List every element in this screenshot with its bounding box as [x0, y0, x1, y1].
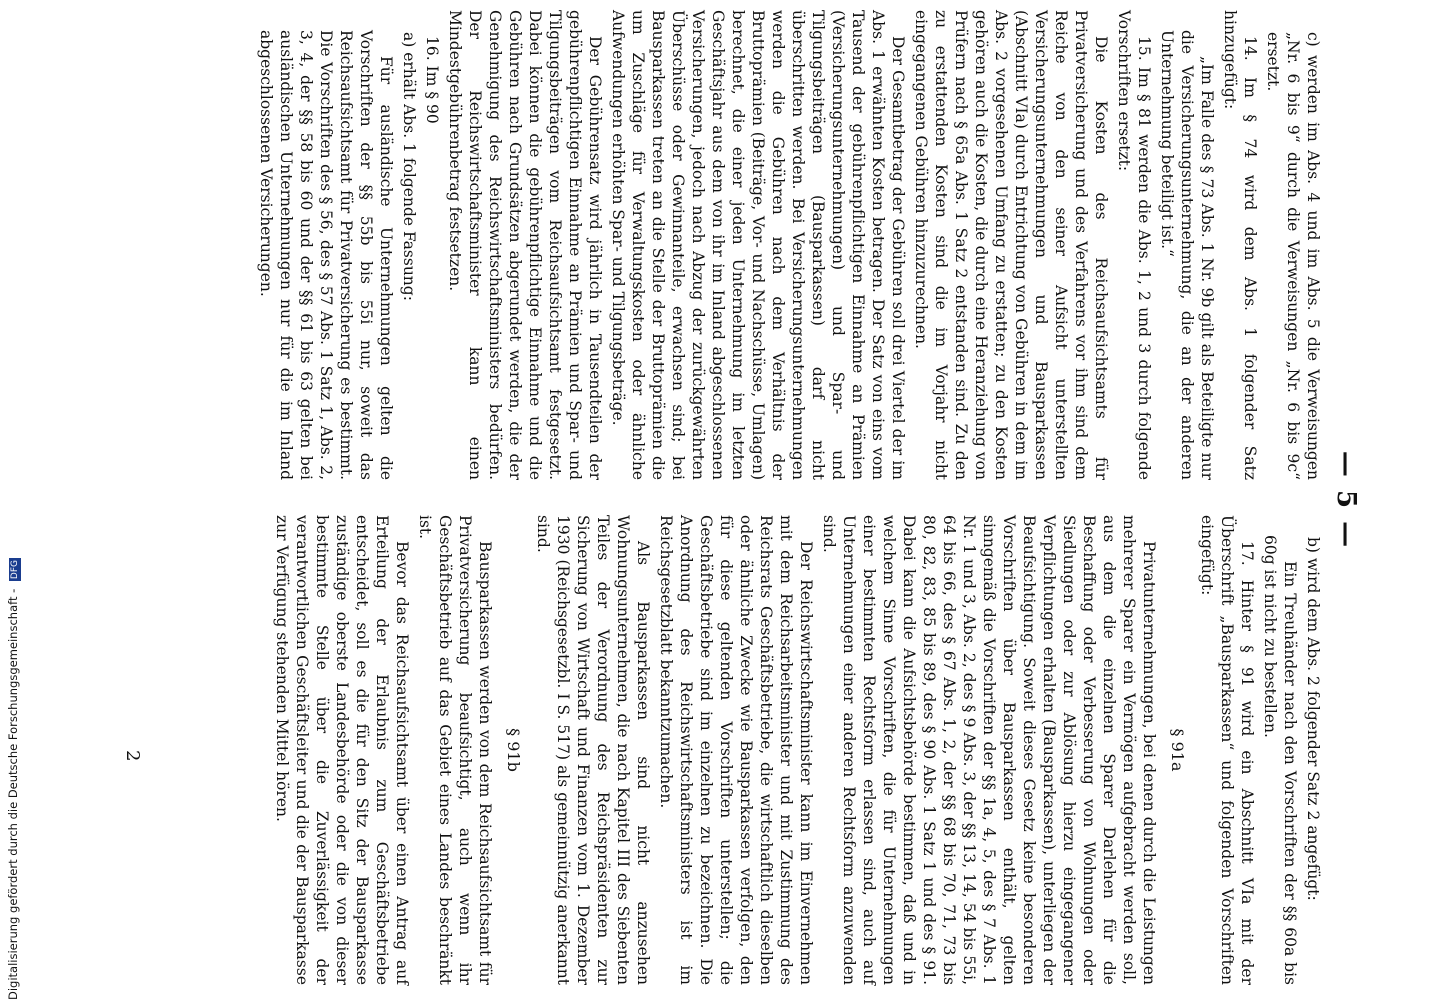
paragraph-16a: a) erhält Abs. 1 folgende Fassung: — [400, 32, 418, 301]
paragraph-15: 15. Im § 81 werden die Abs. 1, 2 und 3 durch folgende Vorschriften ersetzt: — [1115, 10, 1153, 480]
paragraph-81-2: Der Gesamtbetrag der Gebühren soll drei Viertel der im Abs. 1 erwähnten Kosten betragen. Der Satz von eins vom Tausend der gebührenpflichtigen Einnahme an Prämien (Versicherungsunternehmungen) und Spar- und Tilgungsbeiträgen (Bausparkassen) darf nicht überschritten werden. Bei Versicherungsunternehmungen werden die Gebühren nach dem Verhältnis der Bruttoprämien (Beiträge, Vor- und Nachschüsse, Umlagen) berechnet, die einer jeden Unternehmung im letzten Geschäftsjahr aus dem von ihr im Inland abgeschlossenen Versicherungen, jedoch nach Abzug der zurückgewährten Überschüsse oder Gewinnanteile, erwachsen sind; bei Bausparkassen treten an die Stelle der Bruttoprämien die um Zuschläge für Verwaltungskosten oder ähnliche Aufwendungen erhöhten Spar- und Tilgungsbeträge. — [609, 10, 907, 480]
paragraph-17: 17. Hinter § 91 wird ein Abschnitt VIa mit der Überschrift „Bausparkassen“ und folgenden Vorschriften eingefügt: — [1198, 515, 1256, 985]
left-column — [253, 10, 1323, 480]
paragraph-c: c) werden im Abs. 4 und im Abs. 5 die Verweisungen „Nr. 6 bis 9“ durch die Verweisungen „Nr. 6 bis 9c“ ersetzt. — [1264, 32, 1322, 480]
page-number: — 5 — — [1331, 450, 1361, 550]
paragraph-81-3: Der Gebührensatz wird jährlich in Tausendteilen der gebührenpflichtigen Einnahme an Prämien und Spar- und Tilgungsbeiträgen vom Reichsaufsichtsamt festgesetzt. Dabei können die gebührenpflichtige Einnahme und die Gebühren nach Grundsätzen abgerundet werden, die der Genehmigung des Reichswirtschaftsministers bedürfen. Der Reichswirtschaftsminister kann einen Mindestgebührenbetrag festsetzen. — [446, 10, 604, 480]
paragraph-16: 16. Im § 90 — [423, 36, 441, 124]
paragraph-81-1: Die Kosten des Reichsaufsichtsamts für Privatversicherung und des Verfahrens vor ihm sind dem Reiche von den seiner Aufsicht unterstellten Versicherungsunternehmungen und Bausparkassen (Abschnitt VIa) durch Entrichtung von Gebühren in dem im Abs. 2 vorgesehenen Umfang zu erstatten; zu den Kosten gehören auch die Kosten, die durch eine Heranziehung von Prüfern nach § 65a Abs. 1 Satz 2 entstanden sind. Zu den zu erstattenden Kosten sind die im Vorjahr nicht eingegangenen Gebühren hinzuzurechnen. — [912, 10, 1110, 480]
quote-74: „Im Falle des § 73 Abs. 1 Nr. 9b gilt als Beteiligte nur die Versicherungsunternehmung, die an der anderen Unternehmung beteiligt ist.“ — [1158, 30, 1216, 480]
paragraph-91a-3: Als Bausparkassen sind nicht anzusehen Wohnungsunternehmen, die nach Kapitel III des Siebenten Teiles der Verordnung des Reichspräsidenten zur Sicherung von Wirtschaft und Finanzen vom 1. Dezember 1930 (Reichsgesetzbl. I S. 517) als gemeinnützig anerkannt sind. — [534, 515, 652, 985]
paragraph-14: 14. Im § 74 wird dem Abs. 1 folgender Satz hinzugefügt: — [1221, 10, 1259, 480]
rotated-page-content — [65, 0, 1365, 1000]
dfg-logo: DFG — [10, 559, 20, 580]
footer-note: Digitalisierung gefördert durch die Deutsche Forschungsgemeinschaft - — [6, 588, 20, 1000]
paragraph-91a-1: Privatunternehmungen, bei denen durch die Leistungen mehrerer Sparer ein Vermögen aufgebracht werden soll, aus dem die einzelnen Sparer Darlehen für die Beschaffung oder Verbesserung von Wohnungen oder Siedlungen oder zur Ablösung hierzu eingegangener Verpflichtungen erhalten (Bausparkassen), unterliegen der Beaufsichtigung. Soweit dieses Gesetz keine besonderen Vorschriften über Bausparkassen enthält, gelten sinngemäß die Vorschriften der §§ 1a, 4, 5, des § 7 Abs. 1 Nr. 1 und 3, Abs. 2, des § 9 Abs. 3, der §§ 13, 14, 54 bis 55i, 64 bis 66, des § 67 Abs. 1, 2, der §§ 68 bis 70, 71, 73 bis 80, 82, 83, 85 bis 89, des § 90 Abs. 1 Satz 1 und des § 91. Dabei kann die Aufsichtsbehörde bestimmen, daß und in welchem Sinne Vorschriften, die für Unternehmungen einer bestimmten Rechtsform erlassen sind, auch auf Unternehmungen einer anderen Rechtsform anzuwenden sind. — [820, 515, 1158, 985]
section-heading-91b: § 91b — [504, 728, 523, 772]
quote-treuhaender: Ein Treuhänder nach den Vorschriften der §§ 60a bis 60g ist nicht zu bestellen. — [1261, 535, 1299, 985]
paragraph-91b-1: Bausparkassen werden von dem Reichsaufsichtsamt für Privatversicherung beaufsichtigt, auch wenn ihr Geschäftsbetrieb auf das Gebiet eines Landes beschränkt ist. — [416, 515, 494, 985]
signature-mark: 2 — [122, 750, 143, 762]
digitization-footer — [6, 558, 21, 1000]
section-heading-91a: § 91a — [1168, 728, 1187, 772]
paragraph-b: b) wird dem Abs. 2 folgender Satz 2 angefügt: — [1304, 537, 1322, 901]
paragraph-90-1: Für ausländische Unternehmungen gelten die Vorschriften der §§ 55b bis 55i nur, soweit das Reichsaufsichtsamt für Privatversicherung es bestimmt. Die Vorschriften des § 56, des § 57 Abs. 1 Satz 1, Abs. 2, 3, 4, der §§ 58 bis 60 und der §§ 61 bis 63 gelten bei ausländischen Unternehmungen nur für die im Inland abgeschlossenen Versicherungen. — [257, 30, 395, 480]
right-column — [269, 515, 1323, 985]
paragraph-91a-2: Der Reichswirtschaftsminister kann im Einvernehmen mit dem Reichsarbeitsminister und mit Zustimmung des Reichsrats Geschäftsbetriebe, die wirtschaftlich dieselben oder ähnliche Zwecke wie Bausparkassen verfolgen, den für diese geltenden Vorschriften unterstellen; die Geschäftsbetriebe sind im einzelnen zu bezeichnen. Die Anordnung des Reichswirtschaftsministers ist im Reichsgesetzblatt bekanntzumachen. — [657, 515, 815, 985]
paragraph-91b-2: Bevor das Reichsaufsichtsamt über einen Antrag auf Erteilung der Erlaubnis zum Geschäftsbetriebe entscheidet, soll es die für den Sitz der Bausparkasse zuständige oberste Landesbehörde oder die von dieser bestimmte Stelle über die Zuverlässigkeit der verantwortlichen Geschäftsleiter und die der Bausparkasse zur Verfügung stehenden Mittel hören. — [273, 515, 411, 985]
